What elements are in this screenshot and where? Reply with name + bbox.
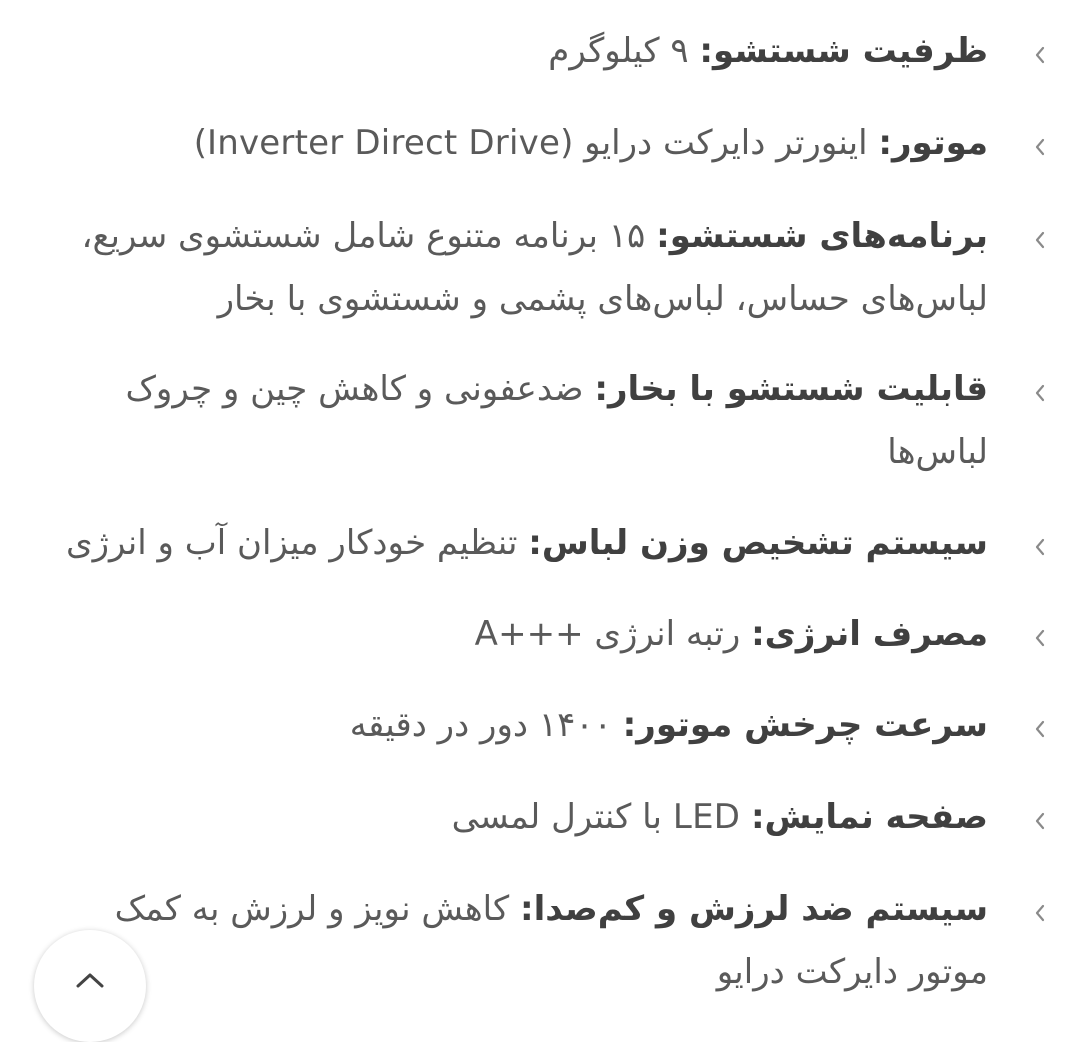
spec-key: مصرف انرژی: [751, 614, 988, 654]
spec-key: ظرفیت شستشو: [699, 31, 988, 71]
chevron-left-icon [1033, 627, 1047, 649]
spec-value: تنظیم خودکار میزان آب و انرژی [65, 523, 529, 563]
chevron-left-icon [1033, 382, 1047, 404]
chevron-left-icon [1033, 136, 1047, 158]
spec-key: سرعت چرخش موتور: [622, 705, 988, 745]
chevron-left-icon [1033, 902, 1047, 924]
chevron-left-icon [1033, 718, 1047, 740]
spec-key: قابلیت شستشو با بخار: [594, 369, 988, 409]
spec-value: LED با کنترل لمسی [451, 797, 751, 837]
spec-value: ۹ کیلوگرم [548, 31, 700, 71]
spec-value: رتبه انرژی +++A [474, 614, 752, 654]
spec-value: ۱۵ برنامه متنوع شامل شستشوی سریع، لباس‌های حساس، لباس‌های پشمی و شستشوی با بخار [81, 216, 988, 319]
spec-key: سیستم تشخیص وزن لباس: [528, 523, 988, 563]
scroll-to-top-button[interactable] [34, 930, 146, 1042]
spec-text [38, 603, 988, 666]
spec-value: ضدعفونی و کاهش چین و چروک لباس‌ها [125, 369, 988, 472]
spec-value: اینورتر دایرکت درایو (Inverter Direct Drive) [193, 123, 879, 163]
spec-text [38, 112, 988, 175]
spec-text [38, 358, 988, 484]
spec-key: صفحه نمایش: [750, 797, 988, 837]
chevron-left-icon [1033, 44, 1047, 66]
spec-key: برنامه‌های شستشو: [656, 216, 988, 256]
spec-text [38, 205, 988, 331]
spec-key: موتور: [878, 123, 988, 163]
chevron-left-icon [1033, 229, 1047, 251]
chevron-left-icon [1033, 810, 1047, 832]
spec-key: سیستم ضد لرزش و کم‌صدا: [519, 889, 988, 929]
chevron-up-icon [74, 970, 106, 990]
spec-value: ۱۴۰۰ دور در دقیقه [349, 705, 623, 745]
spec-text [38, 694, 988, 757]
spec-text [38, 20, 988, 83]
spec-text [38, 786, 988, 849]
spec-text [38, 878, 988, 1004]
chevron-left-icon [1033, 536, 1047, 558]
spec-value: کاهش نویز و لرزش به کمک موتور دایرکت درایو [114, 889, 988, 992]
spec-text [38, 512, 988, 575]
